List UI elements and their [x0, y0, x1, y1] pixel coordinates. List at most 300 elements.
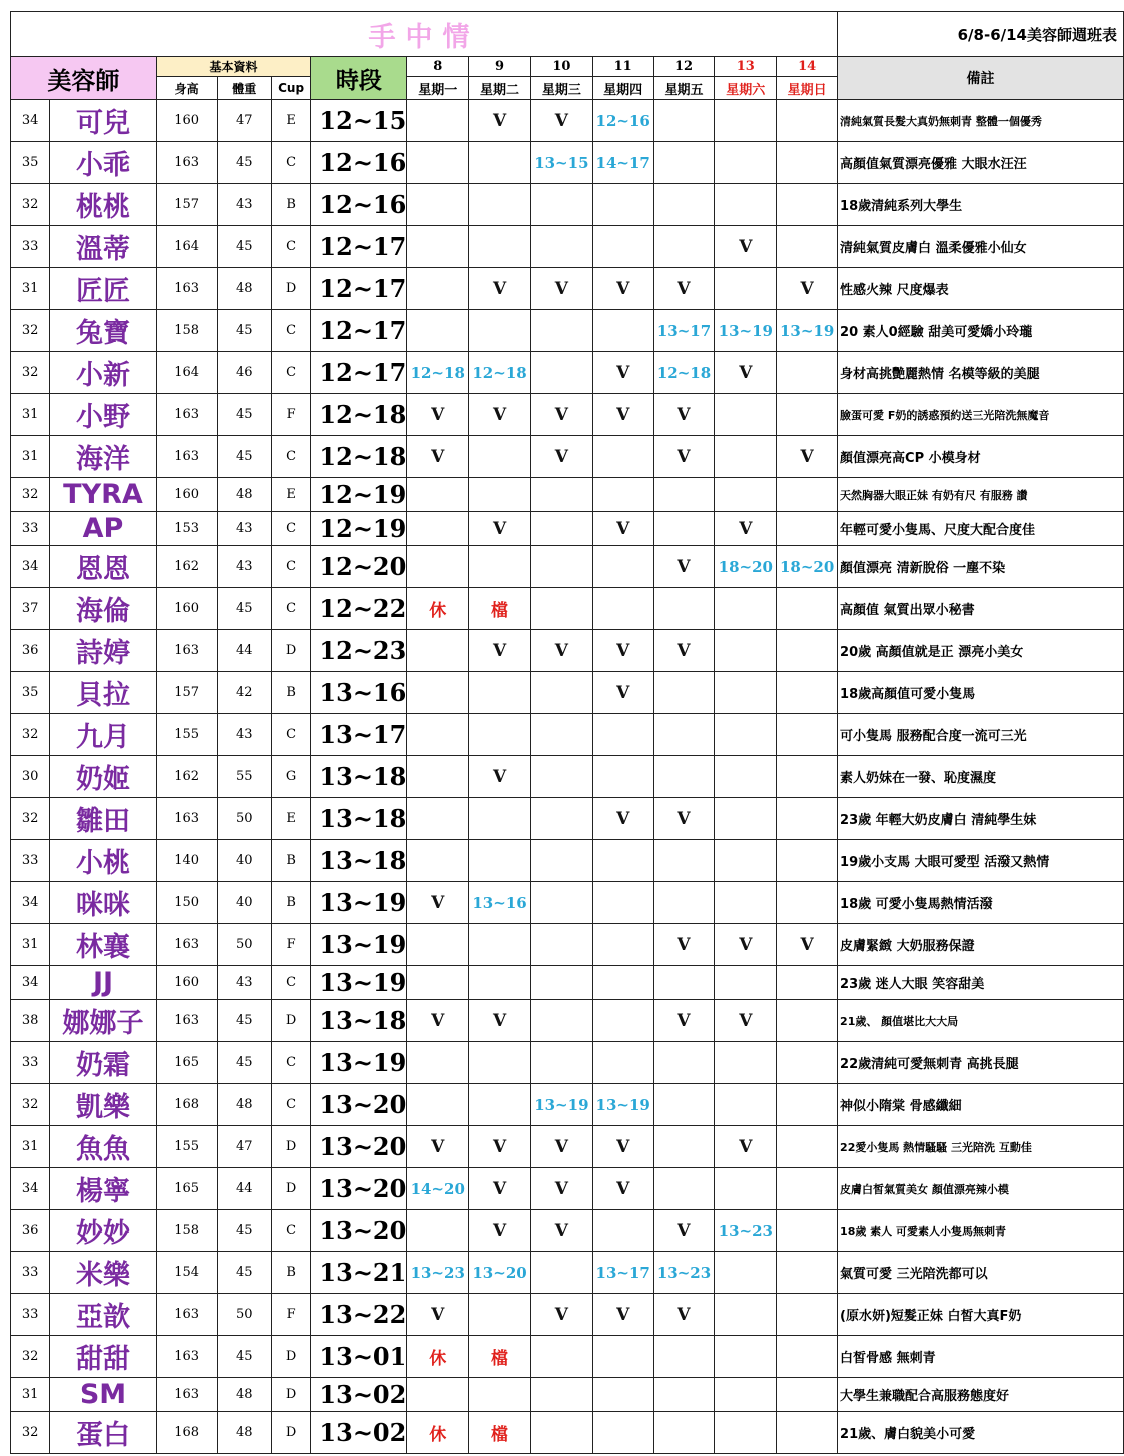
- day-cell: [653, 1126, 715, 1168]
- day-cell: [592, 1378, 653, 1412]
- room-number: 31: [11, 1378, 50, 1412]
- day-cell: [530, 1378, 592, 1412]
- day-cell: [715, 798, 777, 840]
- height-value: 163: [156, 924, 217, 966]
- day-cell: [715, 756, 777, 798]
- table-row: [11, 478, 1124, 512]
- weight-value: 43: [217, 966, 271, 1000]
- day-cell: [530, 268, 592, 310]
- day-cell: [407, 840, 469, 882]
- day-cell: [469, 1294, 531, 1336]
- day-cell: [530, 436, 592, 478]
- day-cell: [777, 394, 838, 436]
- day-cell: [653, 1252, 715, 1294]
- stylist-name: 米樂: [50, 1252, 156, 1294]
- day-cell: [530, 310, 592, 352]
- day-cell: [653, 1084, 715, 1126]
- day-cell: [592, 142, 653, 184]
- day-cell: [653, 100, 715, 142]
- check-mark: V: [431, 404, 445, 425]
- stylist-name: 恩恩: [50, 546, 156, 588]
- time-range: 14~20: [410, 1180, 465, 1198]
- day-cell: [592, 436, 653, 478]
- time-slot: 12~17: [311, 226, 407, 268]
- room-number: 33: [11, 840, 50, 882]
- time-range: 13~19: [779, 322, 835, 340]
- height-value: 157: [156, 672, 217, 714]
- day-cell: [407, 1168, 469, 1210]
- day-cell: [469, 882, 531, 924]
- day-cell: [469, 142, 531, 184]
- time-slot: 13~19: [311, 1042, 407, 1084]
- header-weekday: 星期六: [715, 77, 777, 100]
- note-text: 神似小隋棠 骨感纖細: [838, 1084, 1124, 1126]
- table-row: [11, 714, 1124, 756]
- day-cell: [715, 714, 777, 756]
- stylist-name: 小乖: [50, 142, 156, 184]
- day-cell: [530, 142, 592, 184]
- table-row: [11, 1336, 1124, 1378]
- header-weekday: 星期五: [653, 77, 715, 100]
- check-mark: V: [554, 640, 568, 661]
- day-cell: [469, 184, 531, 226]
- weight-value: 45: [217, 142, 271, 184]
- check-mark: V: [739, 934, 753, 955]
- day-cell: [469, 1252, 531, 1294]
- time-slot: 12~20: [311, 546, 407, 588]
- header-weekday: 星期日: [777, 77, 838, 100]
- cup-value: C: [271, 714, 311, 756]
- day-cell: [592, 756, 653, 798]
- cup-value: B: [271, 1252, 311, 1294]
- day-cell: [407, 512, 469, 546]
- day-cell: [653, 1294, 715, 1336]
- check-mark: V: [800, 934, 814, 955]
- day-cell: [592, 226, 653, 268]
- day-cell: [530, 1210, 592, 1252]
- check-mark: V: [492, 766, 507, 787]
- note-text: 22歲清純可愛無刺青 高挑長腿: [838, 1042, 1124, 1084]
- weight-value: 48: [217, 478, 271, 512]
- stylist-name: 桃桃: [50, 184, 156, 226]
- time-range: 13~19: [718, 322, 773, 340]
- check-mark: V: [554, 1178, 568, 1199]
- note-text: 臉蛋可愛 F奶的誘惑預約送三光陪洗無魔音: [838, 394, 1124, 436]
- time-range: 12~16: [595, 112, 650, 130]
- day-cell: [653, 840, 715, 882]
- day-cell: [469, 394, 531, 436]
- note-text: 年輕可愛小隻馬、尺度大配合度佳: [838, 512, 1124, 546]
- day-cell: [407, 966, 469, 1000]
- check-mark: V: [492, 110, 507, 131]
- check-mark: V: [677, 556, 691, 577]
- check-mark: V: [616, 1178, 630, 1199]
- table-row: [11, 1412, 1124, 1454]
- table-row: [11, 756, 1124, 798]
- weight-value: 50: [217, 924, 271, 966]
- table-row: [11, 966, 1124, 1000]
- stylist-name: 溫蒂: [50, 226, 156, 268]
- cup-value: C: [271, 1042, 311, 1084]
- off-mark: 檔: [491, 1349, 509, 1369]
- cup-value: C: [271, 546, 311, 588]
- day-cell: [715, 588, 777, 630]
- room-number: 30: [11, 756, 50, 798]
- day-cell: [407, 352, 469, 394]
- day-cell: [715, 630, 777, 672]
- check-mark: V: [739, 1010, 753, 1031]
- stylist-name: 匠匠: [50, 268, 156, 310]
- weight-value: 48: [217, 1378, 271, 1412]
- day-cell: [777, 1210, 838, 1252]
- day-cell: [469, 1084, 531, 1126]
- time-range: 12~18: [656, 364, 712, 382]
- room-number: 37: [11, 588, 50, 630]
- stylist-name: TYRA: [50, 478, 156, 512]
- cup-value: D: [271, 1378, 311, 1412]
- header-height: 身高: [156, 77, 217, 100]
- day-cell: [469, 226, 531, 268]
- day-cell: [653, 184, 715, 226]
- time-range: 13~15: [534, 154, 589, 172]
- stylist-name: 亞歆: [50, 1294, 156, 1336]
- stylist-name: 妙妙: [50, 1210, 156, 1252]
- cup-value: E: [271, 798, 311, 840]
- week-label: 6/8-6/14美容師週班表: [838, 12, 1124, 57]
- cup-value: B: [271, 184, 311, 226]
- height-value: 164: [156, 352, 217, 394]
- day-cell: [530, 630, 592, 672]
- header-weekday: 星期一: [407, 77, 469, 100]
- note-text: 20 素人0經驗 甜美可愛嬌小玲瓏: [838, 310, 1124, 352]
- note-text: 氣質可愛 三光陪洗都可以: [838, 1252, 1124, 1294]
- day-cell: [469, 352, 531, 394]
- day-cell: [407, 478, 469, 512]
- day-cell: [530, 1252, 592, 1294]
- height-value: 160: [156, 100, 217, 142]
- cup-value: C: [271, 352, 311, 394]
- check-mark: V: [431, 446, 445, 467]
- room-number: 31: [11, 268, 50, 310]
- header-date: 11: [592, 57, 653, 77]
- header-date: 10: [530, 57, 592, 77]
- time-range: 13~19: [595, 1096, 650, 1114]
- day-cell: [777, 512, 838, 546]
- header-basic-info: 基本資料: [156, 57, 311, 77]
- height-value: 158: [156, 1210, 217, 1252]
- note-text: 18歲 素人 可愛素人小隻馬無刺青: [838, 1210, 1124, 1252]
- cup-value: C: [271, 436, 311, 478]
- day-cell: [777, 142, 838, 184]
- cup-value: C: [271, 966, 311, 1000]
- note-text: 顏值漂亮高CP 小模身材: [838, 436, 1124, 478]
- time-slot: 12~18: [311, 394, 407, 436]
- day-cell: [469, 1412, 531, 1454]
- time-slot: 13~18: [311, 756, 407, 798]
- room-number: 34: [11, 1168, 50, 1210]
- day-cell: [592, 352, 653, 394]
- day-cell: [777, 1336, 838, 1378]
- height-value: 163: [156, 798, 217, 840]
- room-number: 32: [11, 478, 50, 512]
- check-mark: V: [554, 110, 568, 131]
- time-range: 13~17: [595, 1264, 650, 1282]
- check-mark: V: [431, 892, 445, 913]
- day-cell: [653, 756, 715, 798]
- time-range: 13~16: [472, 894, 527, 912]
- day-cell: [592, 1000, 653, 1042]
- room-number: 32: [11, 1084, 50, 1126]
- time-slot: 13~16: [311, 672, 407, 714]
- cup-value: D: [271, 1126, 311, 1168]
- height-value: 163: [156, 436, 217, 478]
- cup-value: E: [271, 478, 311, 512]
- time-range: 13~17: [656, 322, 712, 340]
- day-cell: [777, 714, 838, 756]
- table-row: [11, 512, 1124, 546]
- time-slot: 13~21: [311, 1252, 407, 1294]
- time-slot: 13~01: [311, 1336, 407, 1378]
- room-number: 38: [11, 1000, 50, 1042]
- stylist-name: AP: [50, 512, 156, 546]
- header-notes: 備註: [838, 57, 1124, 100]
- day-cell: [777, 310, 838, 352]
- cup-value: G: [271, 756, 311, 798]
- day-cell: [530, 588, 592, 630]
- time-slot: 13~19: [311, 966, 407, 1000]
- day-cell: [592, 1294, 653, 1336]
- day-cell: [530, 1084, 592, 1126]
- check-mark: V: [492, 1136, 507, 1157]
- day-cell: [715, 840, 777, 882]
- table-row: [11, 1084, 1124, 1126]
- stylist-name: 林襄: [50, 924, 156, 966]
- time-slot: 12~22: [311, 588, 407, 630]
- table-row: [11, 310, 1124, 352]
- time-slot: 12~19: [311, 478, 407, 512]
- height-value: 160: [156, 478, 217, 512]
- day-cell: [777, 546, 838, 588]
- weight-value: 45: [217, 1336, 271, 1378]
- table-row: [11, 630, 1124, 672]
- day-cell: [715, 966, 777, 1000]
- day-cell: [777, 1126, 838, 1168]
- day-cell: [407, 1210, 469, 1252]
- weight-value: 45: [217, 226, 271, 268]
- check-mark: V: [554, 446, 568, 467]
- check-mark: V: [800, 446, 814, 467]
- cup-value: D: [271, 268, 311, 310]
- day-cell: [407, 100, 469, 142]
- day-cell: [407, 1378, 469, 1412]
- check-mark: V: [492, 1220, 507, 1241]
- time-range: 18~20: [779, 558, 835, 576]
- day-cell: [653, 512, 715, 546]
- height-value: 150: [156, 882, 217, 924]
- room-number: 31: [11, 436, 50, 478]
- day-cell: [530, 1000, 592, 1042]
- weight-value: 42: [217, 672, 271, 714]
- stylist-name: 貝拉: [50, 672, 156, 714]
- stylist-name: 娜娜子: [50, 1000, 156, 1042]
- day-cell: [592, 546, 653, 588]
- note-text: 性感火辣 尺度爆表: [838, 268, 1124, 310]
- day-cell: [530, 478, 592, 512]
- day-cell: [715, 1294, 777, 1336]
- height-value: 155: [156, 714, 217, 756]
- day-cell: [469, 478, 531, 512]
- cup-value: C: [271, 226, 311, 268]
- day-cell: [777, 1168, 838, 1210]
- table-row: [11, 840, 1124, 882]
- header-date: 14: [777, 57, 838, 77]
- day-cell: [469, 1168, 531, 1210]
- day-cell: [592, 1336, 653, 1378]
- day-cell: [407, 672, 469, 714]
- check-mark: V: [677, 1220, 691, 1241]
- day-cell: [777, 1412, 838, 1454]
- note-text: 可小隻馬 服務配合度一流可三光: [838, 714, 1124, 756]
- table-row: [11, 672, 1124, 714]
- weight-value: 46: [217, 352, 271, 394]
- height-value: 155: [156, 1126, 217, 1168]
- check-mark: V: [431, 1136, 445, 1157]
- off-mark: 休: [429, 1425, 447, 1445]
- room-number: 33: [11, 226, 50, 268]
- day-cell: [469, 1000, 531, 1042]
- cup-value: D: [271, 630, 311, 672]
- header-time-slot: 時段: [311, 57, 407, 100]
- day-cell: [407, 226, 469, 268]
- check-mark: V: [616, 362, 630, 383]
- height-value: 163: [156, 1336, 217, 1378]
- header-weekday: 星期三: [530, 77, 592, 100]
- day-cell: [715, 1084, 777, 1126]
- cup-value: F: [271, 924, 311, 966]
- day-cell: [653, 966, 715, 1000]
- stylist-name: 凱樂: [50, 1084, 156, 1126]
- day-cell: [592, 714, 653, 756]
- day-cell: [469, 588, 531, 630]
- stylist-name: 詩婷: [50, 630, 156, 672]
- day-cell: [407, 1336, 469, 1378]
- day-cell: [469, 1126, 531, 1168]
- check-mark: V: [800, 278, 814, 299]
- weight-value: 45: [217, 1210, 271, 1252]
- day-cell: [653, 310, 715, 352]
- table-row: [11, 184, 1124, 226]
- time-slot: 13~20: [311, 1084, 407, 1126]
- table-row: [11, 1378, 1124, 1412]
- check-mark: V: [492, 518, 507, 539]
- time-slot: 13~22: [311, 1294, 407, 1336]
- day-cell: [592, 966, 653, 1000]
- check-mark: V: [616, 640, 630, 661]
- day-cell: [407, 714, 469, 756]
- cup-value: C: [271, 512, 311, 546]
- day-cell: [407, 142, 469, 184]
- time-slot: 12~16: [311, 184, 407, 226]
- day-cell: [592, 1168, 653, 1210]
- header-weekday: 星期二: [469, 77, 531, 100]
- cup-value: B: [271, 882, 311, 924]
- day-cell: [715, 352, 777, 394]
- weight-value: 43: [217, 184, 271, 226]
- weight-value: 44: [217, 1168, 271, 1210]
- day-cell: [592, 882, 653, 924]
- stylist-name: 可兒: [50, 100, 156, 142]
- check-mark: V: [739, 1136, 753, 1157]
- day-cell: [715, 672, 777, 714]
- day-cell: [715, 882, 777, 924]
- day-cell: [777, 268, 838, 310]
- weight-value: 45: [217, 436, 271, 478]
- day-cell: [530, 714, 592, 756]
- note-text: 皮膚白皙氣質美女 顏值漂亮辣小模: [838, 1168, 1124, 1210]
- table-row: [11, 1210, 1124, 1252]
- day-cell: [469, 310, 531, 352]
- day-cell: [469, 966, 531, 1000]
- note-text: 高顏值 氣質出眾小秘書: [838, 588, 1124, 630]
- height-value: 163: [156, 142, 217, 184]
- room-number: 33: [11, 1042, 50, 1084]
- cup-value: D: [271, 1000, 311, 1042]
- off-mark: 休: [429, 1349, 447, 1369]
- room-number: 32: [11, 1336, 50, 1378]
- day-cell: [715, 1412, 777, 1454]
- note-text: 20歲 高顏值就是正 漂亮小美女: [838, 630, 1124, 672]
- day-cell: [653, 630, 715, 672]
- room-number: 36: [11, 630, 50, 672]
- day-cell: [469, 1042, 531, 1084]
- stylist-name: 小野: [50, 394, 156, 436]
- day-cell: [469, 756, 531, 798]
- time-range: 13~23: [410, 1264, 465, 1282]
- weight-value: 40: [217, 840, 271, 882]
- day-cell: [530, 966, 592, 1000]
- time-slot: 13~18: [311, 840, 407, 882]
- stylist-name: 雛田: [50, 798, 156, 840]
- day-cell: [777, 1252, 838, 1294]
- weight-value: 43: [217, 512, 271, 546]
- check-mark: V: [616, 278, 630, 299]
- day-cell: [777, 1000, 838, 1042]
- day-cell: [653, 478, 715, 512]
- check-mark: V: [616, 682, 630, 703]
- day-cell: [777, 798, 838, 840]
- room-number: 32: [11, 184, 50, 226]
- header-weight: 體重: [217, 77, 271, 100]
- day-cell: [715, 924, 777, 966]
- check-mark: V: [739, 362, 753, 383]
- day-cell: [407, 588, 469, 630]
- day-cell: [407, 546, 469, 588]
- height-value: 162: [156, 546, 217, 588]
- note-text: (原水妍)短髮正妹 白皙大真F奶: [838, 1294, 1124, 1336]
- day-cell: [653, 1000, 715, 1042]
- check-mark: V: [431, 1304, 445, 1325]
- room-number: 32: [11, 352, 50, 394]
- cup-value: C: [271, 1084, 311, 1126]
- height-value: 160: [156, 588, 217, 630]
- day-cell: [715, 226, 777, 268]
- day-cell: [530, 352, 592, 394]
- day-cell: [592, 672, 653, 714]
- day-cell: [592, 184, 653, 226]
- day-cell: [653, 546, 715, 588]
- day-cell: [777, 352, 838, 394]
- day-cell: [469, 714, 531, 756]
